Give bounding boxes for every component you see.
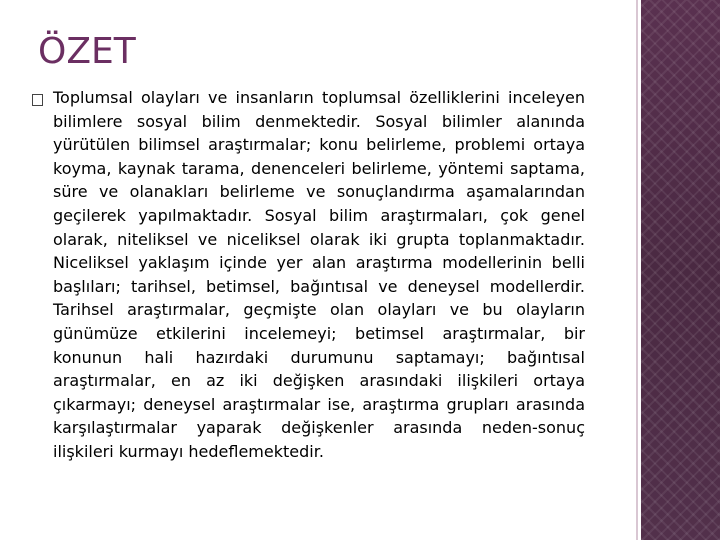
bullet-square-icon [32,94,43,106]
side-divider-line [636,0,638,540]
decorative-side-band [641,0,720,540]
slide-title: ÖZET [38,31,136,72]
summary-paragraph: Toplumsal olayları ve insanların toplumsal özelliklerini inceleyen bilimlere sosyal bilim denmektedir. Sosyal bilimler alanında yürütülen bilimsel araştırmalar; konu belirleme, problemi ortaya koyma, kaynak tarama, denenceleri belirleme, yöntemi saptama, süre ve olanakları belirleme ve sonuçlandırma aşamalarından geçilerek yapılmaktadır. Sosyal bilim araştırmaları, çok genel olarak, niteliksel ve niceliksel olarak iki grupta toplanmaktadır. Niceliksel yaklaşım içinde yer alan araştırma modellerinin belli başlıları; tarihsel, betimsel, bağıntısal ve deneysel modellerdir. Tarihsel araştırmalar, geçmişte olan olayları ve bu olayların günümüze etkilerini incelemeyi; betimsel araştırmalar, bir konunun hali hazırdaki durumunu saptamayı; bağıntısal araştırmalar, en az iki değişken arasındaki ilişkileri ortaya çıkarmayı; deneysel araştırmalar ise, araştırma grupları arasında karşılaştırmalar yaparak değişkenler arasında neden-sonuç ilişkileri kurmayı hedeflemektedir. [53,88,585,461]
